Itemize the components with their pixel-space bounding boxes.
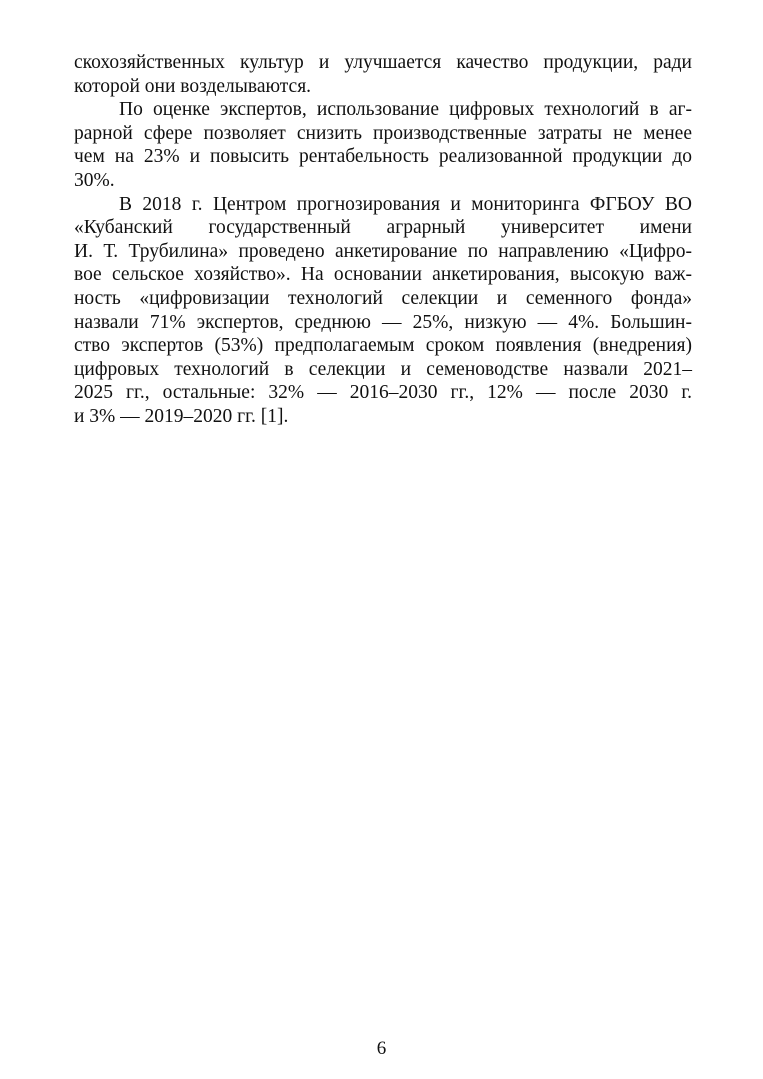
text-line: 30%. (74, 169, 115, 191)
text-line: И. Т. Трубилина» проведено анкетирование по направлению «Цифро- (74, 240, 692, 262)
text-line: В 2018 г. Центром прогнозирования и мониторинга ФГБОУ ВО (119, 193, 692, 215)
text-line: назвали 71% экспертов, среднюю — 25%, низкую — 4%. Большин- (74, 311, 692, 333)
text-line: «Кубанский государственный аграрный университет имени (74, 217, 692, 239)
text-line: 2025 гг., остальные: 32% — 2016–2030 гг., 12% — после 2030 г. (74, 382, 692, 404)
body-text (74, 51, 692, 429)
text-line: скохозяйственных культур и улучшается качество продукции, ради (74, 52, 692, 73)
text-line: которой они возделываются. (74, 75, 312, 97)
text-line: ность «цифровизации технологий селекции и семенного фонда» (74, 287, 692, 309)
text-line: рарной сфере позволяет снизить производственные затраты не менее (74, 122, 692, 144)
text-line: По оценке экспертов, использование цифровых технологий в аг- (119, 99, 692, 121)
text-line: вое сельское хозяйство». На основании анкетирования, высокую важ- (74, 264, 692, 286)
text-line: и 3% — 2019–2020 гг. [1]. (74, 405, 289, 427)
text-line: ство экспертов (53%) предполагаемым сроком появления (внедрения) (74, 335, 692, 357)
text-line: цифровых технологий в селекции и семеноводстве назвали 2021– (74, 358, 692, 380)
page-number: 6 (376, 1038, 387, 1059)
text-line: чем на 23% и повысить рентабельность реализованной продукции до (74, 146, 692, 168)
